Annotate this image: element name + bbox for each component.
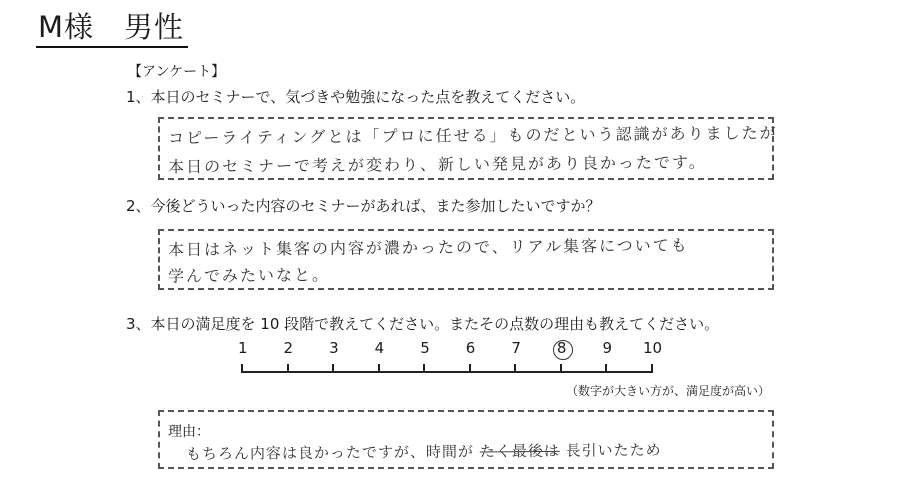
reason-answer bbox=[186, 439, 662, 464]
scale-number-7: 7 bbox=[511, 339, 521, 357]
selected-score-circle bbox=[553, 340, 573, 360]
question-2: 2、今後どういった内容のセミナーがあれば、また参加したいですか？ bbox=[126, 197, 601, 215]
page-title: M様 男性 bbox=[36, 8, 188, 48]
answer-1-line-2: 本日のセミナーで考えが変わり、新しい発見があり良かったです。 bbox=[167, 152, 707, 177]
reason-struck-text: たく最後は bbox=[479, 441, 560, 461]
answer-2-line-2: 学んでみたいなと。 bbox=[167, 265, 331, 286]
scale-number-2: 2 bbox=[283, 339, 294, 357]
answer-box-1 bbox=[158, 117, 778, 180]
scale-number-10: 10 bbox=[643, 339, 663, 357]
reason-label: 理由： bbox=[168, 424, 210, 440]
section-label: 【アンケート】 bbox=[128, 64, 226, 80]
scale-note: （数字が大きい方が、満足度が高い） bbox=[566, 384, 771, 398]
answer-1-line-1: コピーライティングとは「プロに任せる」ものだという認識がありましたが bbox=[167, 123, 778, 148]
scale-number-9: 9 bbox=[602, 339, 612, 357]
answer-box-2 bbox=[158, 229, 774, 290]
scale-number-6: 6 bbox=[465, 339, 476, 357]
answer-2-line-1: 本日はネット集客の内容が濃かったので、リアル集客についても bbox=[167, 235, 689, 260]
reason-text-2: 長引いたため bbox=[565, 440, 662, 460]
scale-number-1: 1 bbox=[238, 339, 248, 357]
scale-number-5: 5 bbox=[420, 339, 430, 357]
scale-number-4: 4 bbox=[374, 339, 385, 357]
scale-number-8: 8 bbox=[556, 339, 567, 357]
question-1: 1、本日のセミナーで、気づきや勉強になった点を教えてください。 bbox=[126, 88, 586, 106]
scale-number-3: 3 bbox=[329, 339, 339, 357]
scale-line bbox=[242, 371, 652, 373]
question-3: 3、本日の満足度を 10 段階で教えてください。またその点数の理由も教えてください。 bbox=[126, 315, 720, 333]
reason-text-1: もちろん内容は良かったですが、時間が bbox=[185, 442, 475, 464]
